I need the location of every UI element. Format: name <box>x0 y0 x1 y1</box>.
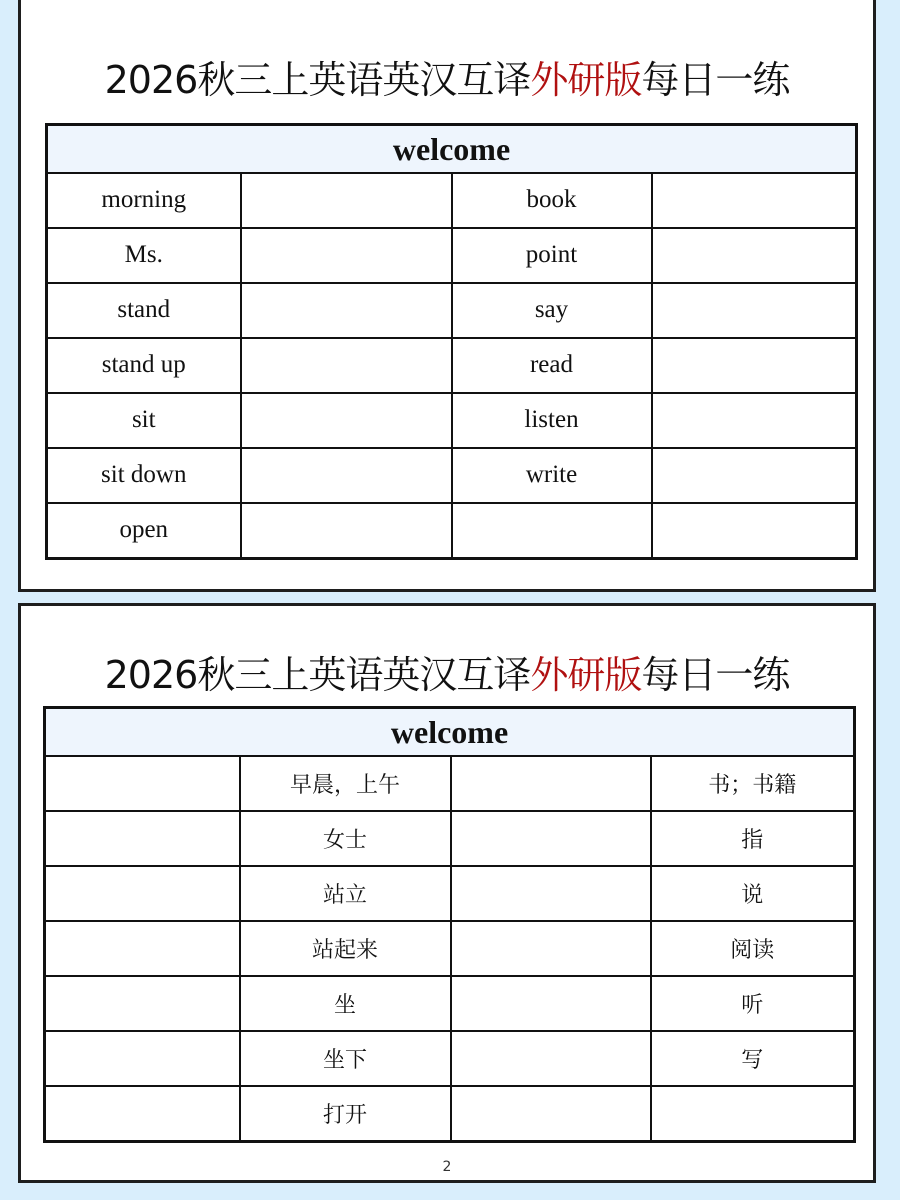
answer-cell[interactable] <box>451 756 651 811</box>
table-row <box>45 921 855 976</box>
table-row <box>47 503 857 559</box>
english-word-cell: morning <box>47 173 241 228</box>
answer-cell[interactable] <box>652 338 857 393</box>
answer-cell[interactable] <box>45 921 240 976</box>
answer-cell[interactable] <box>241 173 452 228</box>
unit-heading: welcome <box>47 125 857 174</box>
unit-heading: welcome <box>45 708 855 757</box>
table-row <box>45 866 855 921</box>
chinese-meaning-cell: 阅读 <box>651 921 855 976</box>
chinese-meaning-cell <box>651 1086 855 1142</box>
answer-cell[interactable] <box>652 393 857 448</box>
chinese-meaning-cell: 站起来 <box>240 921 451 976</box>
answer-cell[interactable] <box>652 173 857 228</box>
english-word-cell: stand up <box>47 338 241 393</box>
title-suffix: 每日一练 <box>641 58 790 102</box>
answer-cell[interactable] <box>451 921 651 976</box>
answer-cell[interactable] <box>241 228 452 283</box>
answer-cell[interactable] <box>45 976 240 1031</box>
answer-cell[interactable] <box>45 1086 240 1142</box>
english-word-cell <box>452 503 652 559</box>
chinese-meaning-cell: 说 <box>651 866 855 921</box>
table-row <box>47 393 857 448</box>
worksheet-page-top <box>18 0 876 592</box>
table-row <box>47 228 857 283</box>
chinese-meaning-cell: 站立 <box>240 866 451 921</box>
chinese-meaning-cell: 书；书籍 <box>651 756 855 811</box>
english-word-cell: listen <box>452 393 652 448</box>
answer-cell[interactable] <box>652 448 857 503</box>
title-prefix: 2026秋三上英语英汉互译 <box>104 653 531 697</box>
english-word-cell: sit <box>47 393 241 448</box>
answer-cell[interactable] <box>241 283 452 338</box>
table-row <box>45 1086 855 1142</box>
worksheet-title <box>21 644 873 699</box>
chinese-meaning-cell: 写 <box>651 1031 855 1086</box>
chinese-meaning-cell: 早晨，上午 <box>240 756 451 811</box>
chinese-meaning-cell: 指 <box>651 811 855 866</box>
title-prefix: 2026秋三上英语英汉互译 <box>104 58 531 102</box>
worksheet-page-bottom <box>18 603 876 1183</box>
table-row <box>47 338 857 393</box>
table-row <box>45 811 855 866</box>
answer-cell[interactable] <box>45 866 240 921</box>
table-row <box>47 173 857 228</box>
answer-cell[interactable] <box>451 1031 651 1086</box>
chinese-meaning-cell: 坐 <box>240 976 451 1031</box>
title-publisher-highlight: 外研版 <box>530 58 642 102</box>
table-row <box>45 976 855 1031</box>
table-row <box>47 283 857 338</box>
english-word-cell: book <box>452 173 652 228</box>
english-word-cell: open <box>47 503 241 559</box>
table-header-row <box>45 708 855 757</box>
english-word-cell: stand <box>47 283 241 338</box>
english-word-cell: say <box>452 283 652 338</box>
answer-cell[interactable] <box>451 811 651 866</box>
answer-cell[interactable] <box>45 1031 240 1086</box>
answer-cell[interactable] <box>241 448 452 503</box>
english-word-cell: point <box>452 228 652 283</box>
answer-cell[interactable] <box>451 1086 651 1142</box>
chinese-meaning-cell: 坐下 <box>240 1031 451 1086</box>
english-word-cell: write <box>452 448 652 503</box>
english-word-cell: Ms. <box>47 228 241 283</box>
answer-cell[interactable] <box>45 756 240 811</box>
answer-cell[interactable] <box>652 283 857 338</box>
answer-cell[interactable] <box>652 228 857 283</box>
table-row <box>45 1031 855 1086</box>
page-number: 2 <box>442 1159 452 1175</box>
table-header-row <box>47 125 857 174</box>
vocab-table-chinese <box>43 706 856 1143</box>
english-word-cell: sit down <box>47 448 241 503</box>
table-row <box>45 756 855 811</box>
answer-cell[interactable] <box>45 811 240 866</box>
answer-cell[interactable] <box>241 503 452 559</box>
table-row <box>47 448 857 503</box>
worksheet-title <box>21 49 873 104</box>
chinese-meaning-cell: 听 <box>651 976 855 1031</box>
title-publisher-highlight: 外研版 <box>530 653 642 697</box>
answer-cell[interactable] <box>652 503 857 559</box>
english-word-cell: read <box>452 338 652 393</box>
answer-cell[interactable] <box>241 338 452 393</box>
answer-cell[interactable] <box>241 393 452 448</box>
answer-cell[interactable] <box>451 976 651 1031</box>
vocab-table-english <box>45 123 858 560</box>
answer-cell[interactable] <box>451 866 651 921</box>
title-suffix: 每日一练 <box>641 653 790 697</box>
chinese-meaning-cell: 女士 <box>240 811 451 866</box>
chinese-meaning-cell: 打开 <box>240 1086 451 1142</box>
